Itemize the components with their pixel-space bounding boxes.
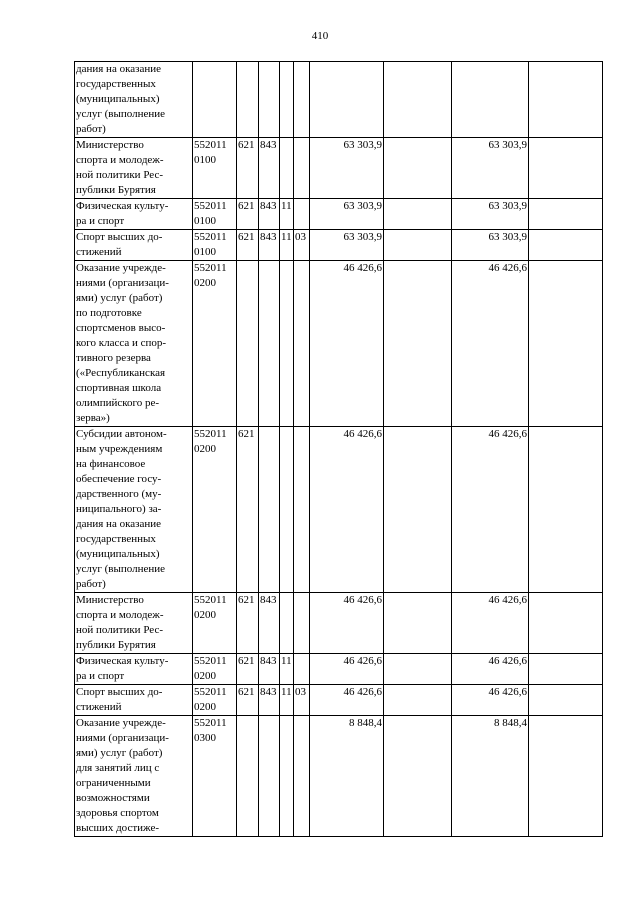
code-line: 0200 <box>194 443 216 455</box>
description-line: стижений <box>76 246 122 258</box>
description-line: обеспечение госу- <box>76 473 162 485</box>
description-line: Физическая культу- <box>76 655 169 667</box>
expense-type-code: 621 <box>237 654 259 685</box>
amount-2 <box>384 654 452 685</box>
table-row <box>75 716 603 837</box>
code-line: 552011 <box>194 428 227 440</box>
code-line: 0100 <box>194 215 216 227</box>
amount-1: 63 303,9 <box>310 199 384 230</box>
row-description <box>75 654 193 685</box>
target-article-code <box>193 199 237 230</box>
code-line: 0300 <box>194 732 216 744</box>
table-row <box>75 261 603 427</box>
row-description <box>75 138 193 199</box>
description-line: услуг (выполнение <box>76 108 166 120</box>
table-row <box>75 62 603 138</box>
table-row <box>75 654 603 685</box>
code-line: 552011 <box>194 686 227 698</box>
amount-3: 46 426,6 <box>452 654 529 685</box>
description-line: ограниченными <box>76 777 151 789</box>
description-line: дарственного (му- <box>76 488 162 500</box>
subsection-code <box>294 716 310 837</box>
description-line: ной политики Рес- <box>76 169 163 181</box>
description-line: ной политики Рес- <box>76 624 163 636</box>
amount-4 <box>529 685 603 716</box>
amount-4 <box>529 230 603 261</box>
amount-4 <box>529 261 603 427</box>
amount-4 <box>529 62 603 138</box>
table-row <box>75 427 603 593</box>
amount-1: 46 426,6 <box>310 593 384 654</box>
description-line: спортивная школа <box>76 382 162 394</box>
description-line: кого класса и спор- <box>76 337 167 349</box>
code-line: 552011 <box>194 139 227 151</box>
amount-1: 46 426,6 <box>310 261 384 427</box>
description-line: Спорт высших до- <box>76 686 163 698</box>
amount-3: 63 303,9 <box>452 230 529 261</box>
amount-2 <box>384 261 452 427</box>
row-description <box>75 62 193 138</box>
section-code <box>280 261 294 427</box>
section-code: 11 <box>280 685 294 716</box>
description-line: тивного резерва <box>76 352 151 364</box>
code-line: 552011 <box>194 200 227 212</box>
amount-4 <box>529 138 603 199</box>
table-row <box>75 593 603 654</box>
description-line: ра и спорт <box>76 215 125 227</box>
target-article-code <box>193 654 237 685</box>
description-line: спорта и молодеж- <box>76 154 164 166</box>
expense-type-code: 621 <box>237 138 259 199</box>
department-code: 843 <box>259 654 280 685</box>
description-line: олимпийского ре- <box>76 397 160 409</box>
amount-1 <box>310 62 384 138</box>
table-row <box>75 230 603 261</box>
description-line: зерва») <box>76 412 110 424</box>
code-line: 552011 <box>194 262 227 274</box>
amount-2 <box>384 427 452 593</box>
department-code: 843 <box>259 138 280 199</box>
row-description <box>75 230 193 261</box>
amount-3: 63 303,9 <box>452 199 529 230</box>
description-line: публики Бурятия <box>76 639 156 651</box>
description-line: спортсменов высо- <box>76 322 166 334</box>
section-code <box>280 427 294 593</box>
description-line: ным учреждениям <box>76 443 163 455</box>
amount-4 <box>529 427 603 593</box>
description-line: ниципального) за- <box>76 503 162 515</box>
code-line: 0100 <box>194 154 216 166</box>
description-line: Министерство <box>76 594 144 606</box>
description-line: дания на оказание <box>76 63 162 75</box>
section-code <box>280 138 294 199</box>
department-code <box>259 427 280 593</box>
section-code <box>280 716 294 837</box>
description-line: Министерство <box>76 139 144 151</box>
row-description <box>75 261 193 427</box>
section-code <box>280 62 294 138</box>
description-line: ями) услуг (работ) <box>76 747 163 759</box>
amount-3: 46 426,6 <box>452 593 529 654</box>
amount-2 <box>384 716 452 837</box>
description-line: на финансовое <box>76 458 146 470</box>
target-article-code <box>193 593 237 654</box>
subsection-code <box>294 138 310 199</box>
description-line: (муниципальных) <box>76 93 160 105</box>
target-article-code <box>193 230 237 261</box>
subsection-code <box>294 261 310 427</box>
description-line: работ) <box>76 578 106 590</box>
subsection-code: 03 <box>294 685 310 716</box>
amount-2 <box>384 685 452 716</box>
expense-type-code: 621 <box>237 593 259 654</box>
description-line: спорта и молодеж- <box>76 609 164 621</box>
code-line: 0100 <box>194 246 216 258</box>
subsection-code <box>294 593 310 654</box>
amount-1: 8 848,4 <box>310 716 384 837</box>
amount-1: 63 303,9 <box>310 138 384 199</box>
description-line: государственных <box>76 78 156 90</box>
amount-1: 46 426,6 <box>310 685 384 716</box>
description-line: ра и спорт <box>76 670 125 682</box>
department-code: 843 <box>259 593 280 654</box>
code-line: 0200 <box>194 701 216 713</box>
amount-2 <box>384 593 452 654</box>
description-line: государственных <box>76 533 156 545</box>
amount-1: 46 426,6 <box>310 427 384 593</box>
section-code: 11 <box>280 199 294 230</box>
amount-3 <box>452 62 529 138</box>
row-description <box>75 593 193 654</box>
page-number: 410 <box>311 30 329 42</box>
table-row <box>75 199 603 230</box>
amount-3: 46 426,6 <box>452 261 529 427</box>
code-line: 0200 <box>194 277 216 289</box>
department-code <box>259 62 280 138</box>
amount-2 <box>384 138 452 199</box>
expense-type-code: 621 <box>237 230 259 261</box>
row-description <box>75 716 193 837</box>
table-row <box>75 138 603 199</box>
description-line: услуг (выполнение <box>76 563 166 575</box>
description-line: дания на оказание <box>76 518 162 530</box>
amount-4 <box>529 716 603 837</box>
amount-4 <box>529 593 603 654</box>
budget-table <box>74 61 603 837</box>
row-description <box>75 685 193 716</box>
description-line: Оказание учрежде- <box>76 262 166 274</box>
subsection-code <box>294 427 310 593</box>
amount-2 <box>384 199 452 230</box>
description-line: возможностями <box>76 792 150 804</box>
target-article-code <box>193 685 237 716</box>
amount-3: 46 426,6 <box>452 685 529 716</box>
code-line: 552011 <box>194 717 227 729</box>
description-line: Физическая культу- <box>76 200 169 212</box>
amount-3: 63 303,9 <box>452 138 529 199</box>
expense-type-code <box>237 261 259 427</box>
amount-3: 46 426,6 <box>452 427 529 593</box>
target-article-code <box>193 427 237 593</box>
description-line: работ) <box>76 123 106 135</box>
amount-1: 46 426,6 <box>310 654 384 685</box>
description-line: ями) услуг (работ) <box>76 292 163 304</box>
amount-1: 63 303,9 <box>310 230 384 261</box>
row-description <box>75 427 193 593</box>
section-code: 11 <box>280 654 294 685</box>
department-code <box>259 716 280 837</box>
department-code: 843 <box>259 230 280 261</box>
amount-2 <box>384 62 452 138</box>
description-line: Оказание учрежде- <box>76 717 166 729</box>
target-article-code <box>193 716 237 837</box>
description-line: высших достиже- <box>76 822 160 834</box>
section-code <box>280 593 294 654</box>
row-description <box>75 199 193 230</box>
amount-2 <box>384 230 452 261</box>
table-body <box>75 62 603 837</box>
expense-type-code: 621 <box>237 427 259 593</box>
description-line: публики Бурятия <box>76 184 156 196</box>
amount-4 <box>529 654 603 685</box>
code-line: 0200 <box>194 670 216 682</box>
expense-type-code: 621 <box>237 685 259 716</box>
description-line: («Республиканская <box>76 367 166 379</box>
code-line: 0200 <box>194 609 216 621</box>
code-line: 552011 <box>194 594 227 606</box>
code-line: 552011 <box>194 231 227 243</box>
expense-type-code: 621 <box>237 199 259 230</box>
description-line: Субсидии автоном- <box>76 428 167 440</box>
expense-type-code <box>237 716 259 837</box>
description-line: здоровья спортом <box>76 807 159 819</box>
subsection-code <box>294 654 310 685</box>
description-line: (муниципальных) <box>76 548 160 560</box>
section-code: 11 <box>280 230 294 261</box>
department-code <box>259 261 280 427</box>
amount-3: 8 848,4 <box>452 716 529 837</box>
description-line: по подготовке <box>76 307 142 319</box>
code-line: 552011 <box>194 655 227 667</box>
table-row <box>75 685 603 716</box>
description-line: Спорт высших до- <box>76 231 163 243</box>
description-line: ниями (организаци- <box>76 732 169 744</box>
subsection-code: 03 <box>294 230 310 261</box>
target-article-code <box>193 261 237 427</box>
description-line: для занятий лиц с <box>76 762 160 774</box>
target-article-code <box>193 62 237 138</box>
target-article-code <box>193 138 237 199</box>
description-line: стижений <box>76 701 122 713</box>
amount-4 <box>529 199 603 230</box>
subsection-code <box>294 199 310 230</box>
department-code: 843 <box>259 685 280 716</box>
subsection-code <box>294 62 310 138</box>
description-line: ниями (организаци- <box>76 277 169 289</box>
expense-type-code <box>237 62 259 138</box>
department-code: 843 <box>259 199 280 230</box>
